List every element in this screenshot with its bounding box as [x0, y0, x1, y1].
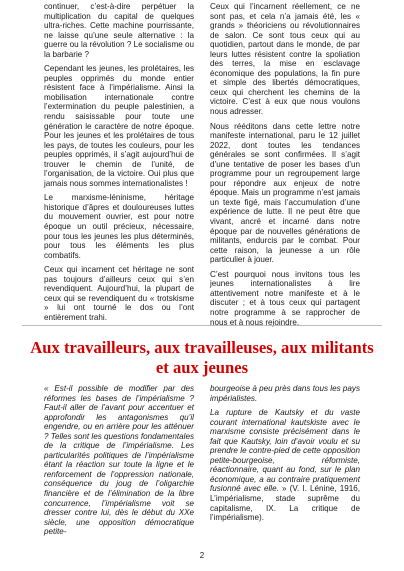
- page-number: 2: [199, 551, 205, 560]
- section-divider: [22, 325, 382, 326]
- section-headline: Aux travailleurs, aux travailleuses, aux militants et aux jeunes: [30, 338, 374, 377]
- quote-citation-paragraph: [210, 408, 360, 523]
- paragraph: Nous rééditons dans cette lettre notre manifeste international, paru le 12 juillet 2022, dont toutes les tendances générales se sont confirmées. Il s’agit d’une tentative de poser les bases d’un programme pour un regroupement large pour répondre aux enjeux de notre époque. Mais un programme n’est jamais un texte figé, mais l’accumulation d’une expérience de lutte. Il ne peut être que vivant, ancré et incarné dans notre époque par de nouvelles générations de militants, endurcis par le combat. Pour cette raison, la jeunesse a un rôle particulier à jouer.: [210, 121, 360, 265]
- bottom-left-column: [44, 384, 194, 542]
- top-right-column: [210, 2, 360, 332]
- top-left-column: [44, 2, 194, 328]
- paragraph: Ceux qui incarnent cet héritage ne sont pas toujours d’ailleurs ceux qui s’en revendiquent. Aujourd’hui, la plupart de ceux qui se revendiquent du « trotskisme » lui ont tourné le dos ou l’ont entièrement trahi.: [44, 265, 194, 322]
- citation-text: » (V. I. Lénine, 1916, L’impérialisme, stade suprême du capitalisme, IX. La critique de l’impérialisme).: [210, 484, 360, 523]
- paragraph: Le marxisme-léninisme, héritage historique d’âpres et douloureuses luttes du mouvement ouvrier, est pour notre époque un outil précieux, nécessaire, pour tous les jeunes les plus déterminés, pour tous les éléments les plus combatifs.: [44, 193, 194, 260]
- paragraph: Cependant les jeunes, les prolétaires, les peuples opprimés du monde entier résistent face à l’impérialisme. Ainsi la mobilisation internationale contre l’extermination du peuple palestinien, a rendu saisissable pour toute une génération le caractère de notre époque. Pour les jeunes et les prolétaires de tous les pays, de toutes les couleurs, pour les peuples opprimés, il s’agit aujourd’hui de trouver le chemin de l’unité, de l’organisation, de la victoire. Oui plus que jamais nous sommes internationalistes !: [44, 64, 194, 188]
- bottom-right-column: [210, 384, 360, 528]
- paragraph: Ceux qui l’incarnent réellement, ce ne sont pas, et cela n’a jamais été, les « grands » théoriciens ou révolutionnaires de salon. Ce sont tous ceux qui au quotidien, partout dans le monde, de par leurs luttes résistent contre la spoliation des terres, la mise en esclavage économique des populations, la fin pure et simple des libertés démocratiques, ceux qui cherchent les chemins de la victoire. C’est à eux que nous voulons nous adresser.: [210, 2, 360, 117]
- quote-text: La rupture de Kautsky et du vaste courant international kautskiste avec le marxisme consiste précisément dans le fait que Kautsky, loin d’avoir voulu et su prendre le contre-pied de cette opposition petite-bourgeoise, réformiste, réactionnaire, quant au fond, sur le plan économique, a au contraire pratiquement fusionné avec elle.: [210, 408, 360, 494]
- quote-paragraph: bourgeoise à peu près dans tous les pays impérialistes.: [210, 384, 360, 403]
- quote-paragraph: « Est-il possible de modifier par des réformes les bases de l’impérialisme ? Faut-il aller de l’avant pour accentuer et approfondir les antagonismes qu’il engendre, ou en arrière pour les atténuer ? Telles sont les questions fondamentales de la critique de l’impérialisme. Les particularités politiques de l’impérialisme étant la réaction sur toute la ligne et le renforcement de l’oppression nationale, conséquence du joug de l’oligarchie financière et de l’élimination de la libre concurrence, l’impérialisme voit se dresser contre lui, dès le début du XXe siècle, une opposition démocratique petite-: [44, 384, 194, 537]
- paragraph: continuer, c’est-à-dire perpétuer la multiplication du capital de quelques ultra-riches. Cette machine pourrissante, ne laisse qu’une seule alternative : la guerre ou la révolution ? Le socialisme ou la barbarie ?: [44, 2, 194, 59]
- paragraph: C’est pourquoi nous invitons tous les jeunes internationalistes à lire attentivement notre manifeste et à le discuter ; et à tous ceux qui partagent notre programme à se rapprocher de nous et à nous rejoindre.: [210, 269, 360, 327]
